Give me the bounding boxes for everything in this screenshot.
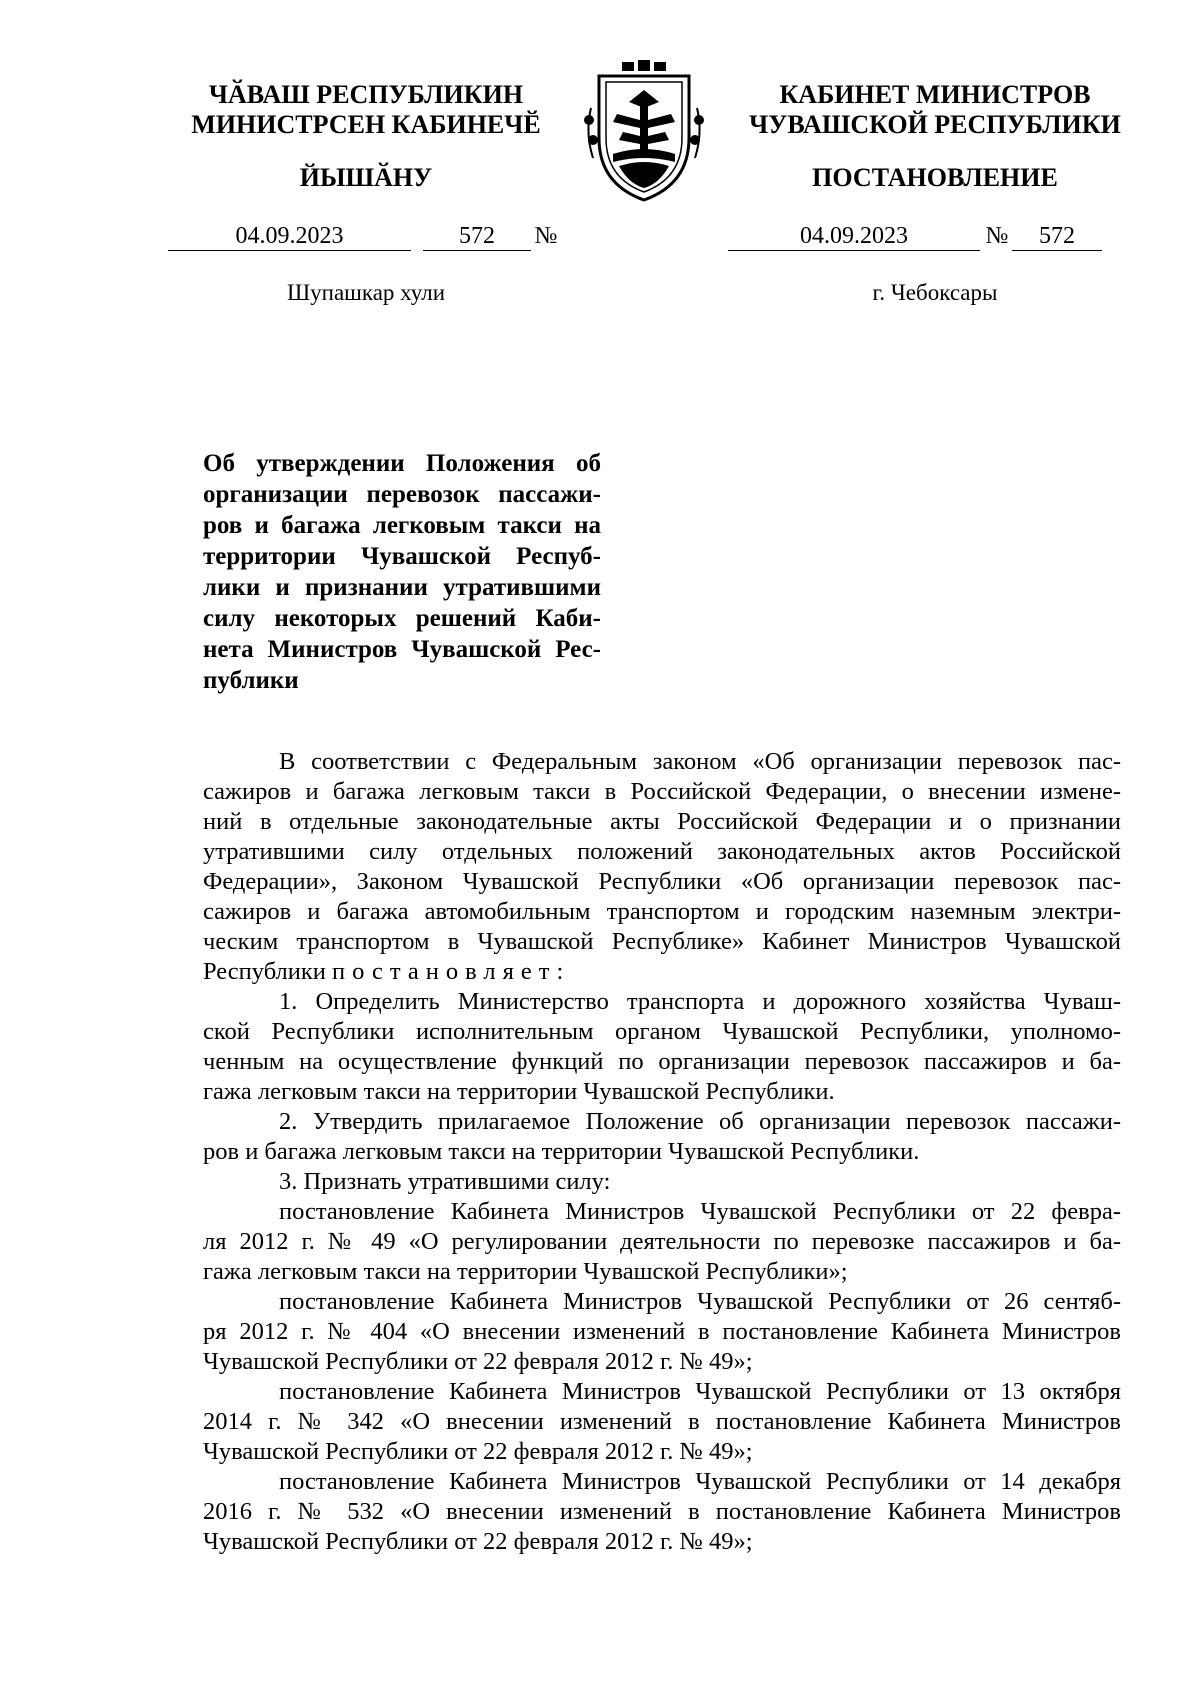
body-line: гажа легковым такси на территории Чувашской Республики. [203,1078,835,1105]
resolves-word: постановляет [332,958,557,985]
title-line: ров и багажа легковым такси на [203,512,601,539]
body-line [203,957,1121,987]
body-line: Чувашской Республики от 22 февраля 2012 г. № 49»; [203,1438,753,1465]
title-line: лики и признании утратившими [203,574,601,601]
body-line: постановление Кабинета Министров Чувашской Республики от 14 декабря [279,1468,1121,1495]
body-text: Республики [203,958,326,985]
body-line: ря 2012 г. № 404 «О внесении изменений в постановление Кабинета Министров [203,1318,1121,1345]
right-header-line2: ЧУВАШСКОЙ РЕСПУБЛИКИ [749,110,1121,139]
right-document-type: ПОСТАНОВЛЕНИЕ [812,163,1058,192]
body-line: 1. Определить Министерство транспорта и дорожного хозяйства Чуваш- [279,988,1121,1015]
title-line: нета Министров Чувашской Рес- [203,636,601,663]
title-line: Об утверждении Положения об [203,450,601,477]
title-line: организации перевозок пассажи- [203,481,601,508]
left-date-field: 04.09.2023 [168,222,411,251]
body-line: постановление Кабинета Министров Чувашской Республики от 22 февра- [279,1198,1121,1225]
right-header-line1: КАБИНЕТ МИНИСТРОВ [779,80,1091,109]
body-line: 2014 г. № 342 «О внесении изменений в постановление Кабинета Министров [203,1408,1121,1435]
left-place: Шупашкар хули [286,280,446,305]
body-line: 3. Признать утратившими силу: [279,1168,611,1195]
left-number-sign: № [534,223,558,249]
body-line: постановление Кабинета Министров Чувашской Республики от 26 сентяб- [279,1288,1121,1315]
body-line: ческим транспортом в Чувашской Республике» Кабинет Министров Чувашской [203,928,1121,955]
right-date-field: 04.09.2023 [728,222,980,251]
left-number-field: 572 [423,222,531,251]
body-line: сажиров и багажа легковым такси в Российской Федерации, о внесении измене- [203,778,1121,805]
body-line: ров и багажа легковым такси на территории Чувашской Республики. [203,1138,920,1165]
body-line: ля 2012 г. № 49 «О регулировании деятельности по перевозке пассажиров и ба- [203,1228,1121,1255]
body-line: ской Республики исполнительным органом Чувашской Республики, уполномо- [203,1018,1121,1045]
body-line: 2. Утвердить прилагаемое Положение об организации перевозок пассажи- [279,1108,1121,1135]
body-line: утратившими силу отдельных положений законодательных актов Российской [203,838,1121,865]
title-line: территории Чувашской Респуб- [203,543,601,570]
body-text: : [556,958,564,985]
body-line: сажиров и багажа автомобильным транспортом и городским наземным электри- [203,898,1121,925]
right-place: г. Чебоксары [872,280,998,305]
right-number-sign: № [985,223,1009,249]
body-line: ний в отдельные законодательные акты Российской Федерации и о признании [203,808,1121,835]
title-line: силу некоторых решений Каби- [203,605,601,632]
document-body [203,747,1121,1557]
chuvash-coat-of-arms-icon [579,58,709,204]
body-line: гажа легковым такси на территории Чувашской Республики»; [203,1258,848,1285]
left-document-type: ЙЫШӐНУ [299,163,433,192]
body-line: 2016 г. № 532 «О внесении изменений в постановление Кабинета Министров [203,1498,1121,1525]
title-line: публики [203,667,299,694]
left-header-line2: МИНИСТРСЕН КАБИНЕЧӖ [191,110,541,139]
body-line: ченным на осуществление функций по организации перевозок пассажиров и ба- [203,1048,1121,1075]
body-line: В соответствии с Федеральным законом «Об организации перевозок пас- [279,748,1121,775]
left-header-line1: ЧӐВАШ РЕСПУБЛИКИН [208,80,524,109]
body-line: Чувашской Республики от 22 февраля 2012 г. № 49»; [203,1348,753,1375]
body-line: постановление Кабинета Министров Чувашской Республики от 13 октября [279,1378,1121,1405]
body-line: Федерации», Законом Чувашской Республики «Об организации перевозок пас- [203,868,1121,895]
body-line: Чувашской Республики от 22 февраля 2012 г. № 49»; [203,1528,753,1555]
document-title [203,448,601,696]
right-number-field: 572 [1012,222,1102,251]
